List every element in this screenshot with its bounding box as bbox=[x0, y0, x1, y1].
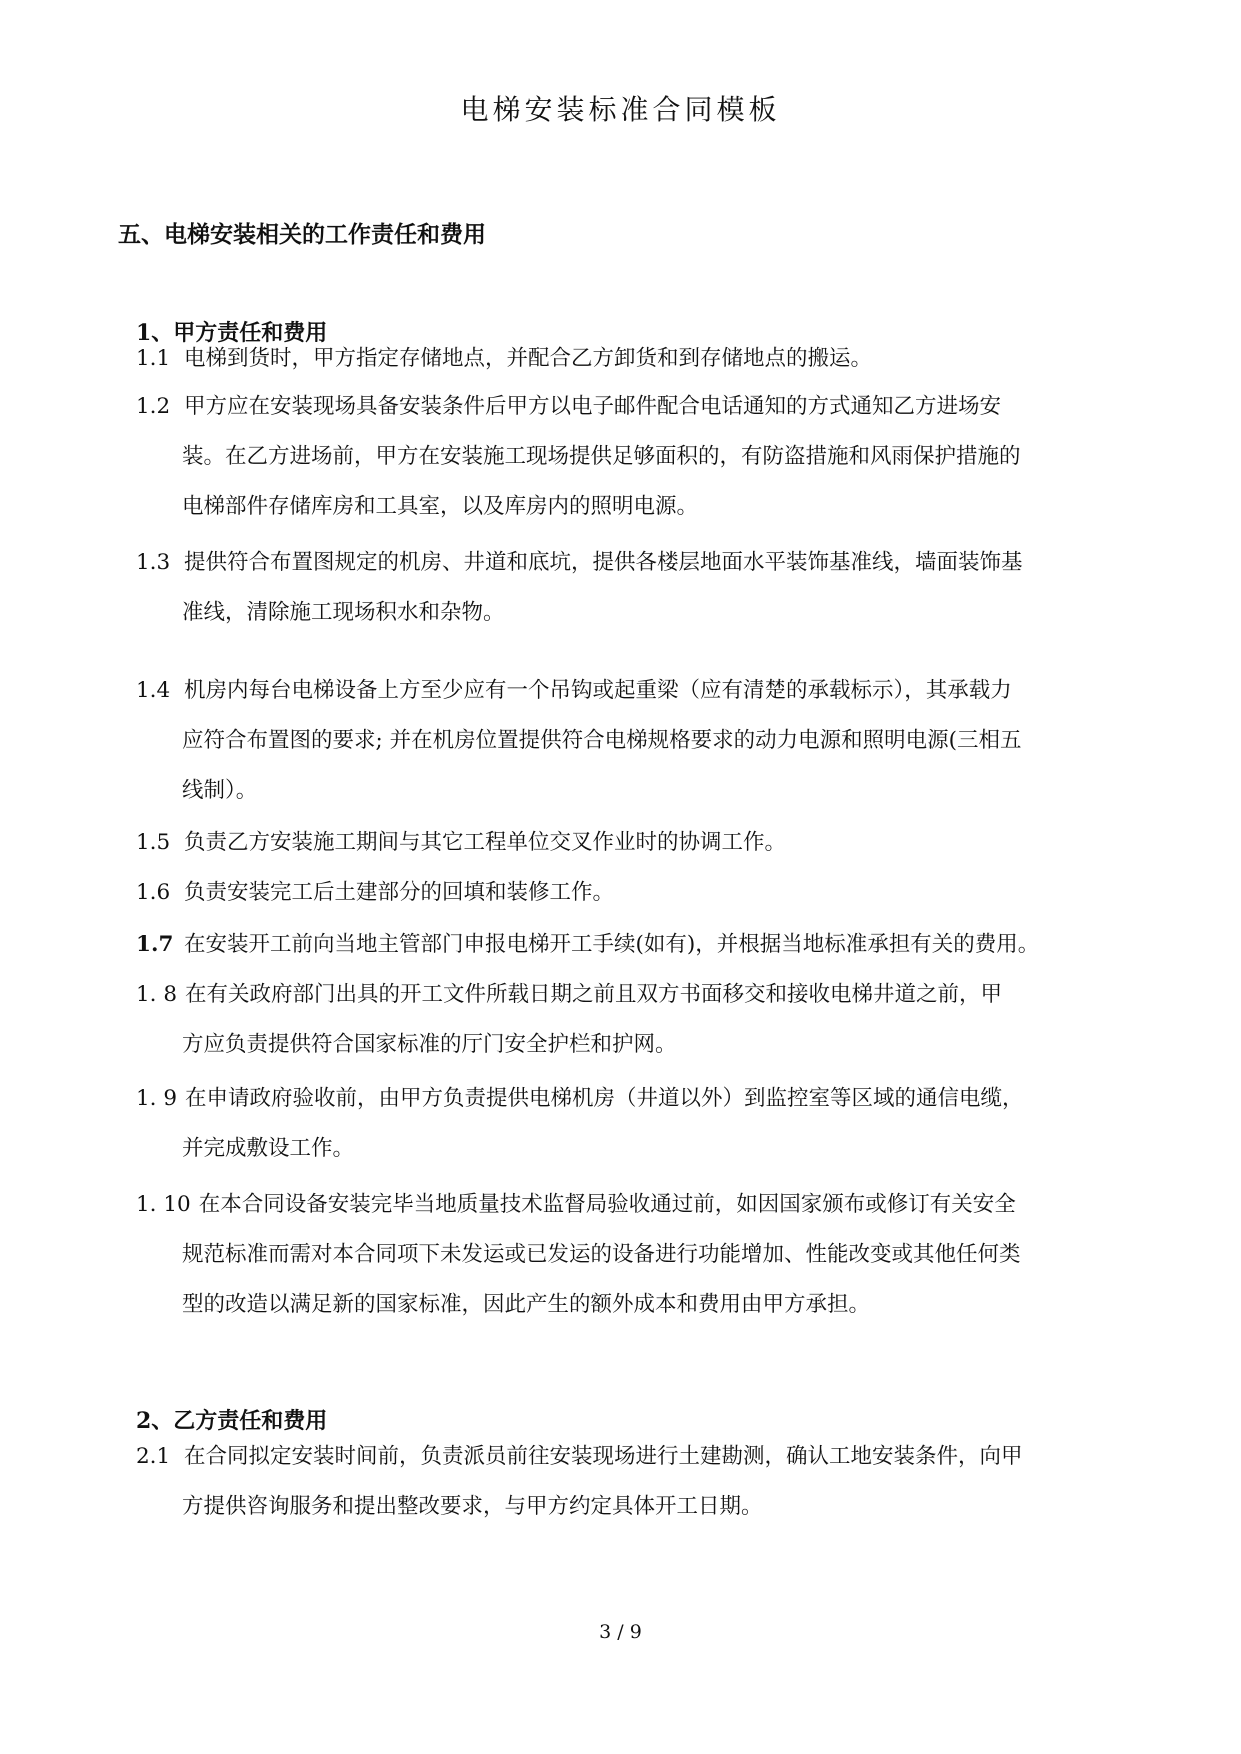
clause-text: 在申请政府验收前，由甲方负责提供电梯机房（井道以外）到监控室等区域的通信电缆， bbox=[185, 1086, 1024, 1111]
clause-1-5 bbox=[136, 818, 1136, 868]
clause-1-7 bbox=[136, 920, 1136, 970]
clause-1-2 bbox=[136, 382, 1136, 532]
clause-number: 1. 8 bbox=[136, 982, 178, 1007]
clause-line: 应符合布置图的要求; 并在机房位置提供符合电梯规格要求的动力电源和照明电源(三相五 bbox=[182, 728, 1022, 753]
clause-text: 提供符合布置图规定的机房、井道和底坑，提供各楼层地面水平装饰基准线，墙面装饰基 bbox=[184, 550, 1023, 575]
clause-line bbox=[136, 970, 1136, 1020]
clause-number: 1.4 bbox=[136, 678, 171, 703]
clause-line bbox=[136, 1432, 1136, 1482]
clause-number: 1.2 bbox=[136, 394, 171, 419]
clause-1-8 bbox=[136, 970, 1136, 1070]
clause-number: 1.1 bbox=[136, 346, 171, 371]
clause-line: 规范标准而需对本合同项下未发运或已发运的设备进行功能增加、性能改变或其他任何类 bbox=[182, 1242, 1021, 1267]
clause-line bbox=[136, 382, 1136, 432]
clause-text: 在合同拟定安装时间前，负责派员前往安装现场进行土建勘测，确认工地安装条件，向甲 bbox=[184, 1444, 1023, 1469]
clause-1-6 bbox=[136, 868, 1136, 918]
section-heading: 五、电梯安装相关的工作责任和费用 bbox=[118, 221, 486, 248]
clause-1-4 bbox=[136, 666, 1136, 816]
party-a-heading: 1、甲方责任和费用 bbox=[136, 320, 328, 346]
clause-text: 负责安装完工后土建部分的回填和装修工作。 bbox=[184, 880, 615, 905]
clause-number: 2.1 bbox=[136, 1444, 171, 1469]
clause-line bbox=[136, 868, 1136, 918]
clause-1-1 bbox=[136, 334, 1136, 384]
clause-line: 型的改造以满足新的国家标准，因此产生的额外成本和费用由甲方承担。 bbox=[182, 1292, 871, 1317]
clause-text: 电梯到货时，甲方指定存储地点，并配合乙方卸货和到存储地点的搬运。 bbox=[184, 346, 873, 371]
clause-line bbox=[136, 818, 1136, 868]
clause-text: 机房内每台电梯设备上方至少应有一个吊钩或起重梁（应有清楚的承载标示），其承载力 bbox=[184, 678, 1012, 703]
clause-line: 方提供咨询服务和提出整改要求，与甲方约定具体开工日期。 bbox=[182, 1494, 763, 1519]
clause-line: 线制）。 bbox=[182, 778, 258, 803]
clause-line bbox=[136, 334, 1136, 384]
clause-text: 甲方应在安装现场具备安装条件后甲方以电子邮件配合电话通知的方式通知乙方进场安 bbox=[184, 394, 1002, 419]
clause-line: 方应负责提供符合国家标准的厅门安全护栏和护网。 bbox=[182, 1032, 677, 1057]
page-number: 3 / 9 bbox=[599, 1621, 642, 1643]
clause-1-9 bbox=[136, 1074, 1136, 1174]
party-b-heading: 2、乙方责任和费用 bbox=[136, 1408, 328, 1434]
clause-text: 负责乙方安装施工期间与其它工程单位交叉作业时的协调工作。 bbox=[184, 830, 787, 855]
clause-line: 装。在乙方进场前，甲方在安装施工现场提供足够面积的，有防盗措施和风雨保护措施的 bbox=[182, 444, 1021, 469]
clause-line bbox=[136, 1074, 1136, 1124]
document-title: 电梯安装标准合同模板 bbox=[460, 93, 781, 126]
clause-text: 在有关政府部门出具的开工文件所载日期之前且双方书面移交和接收电梯井道之前，甲 bbox=[185, 982, 1003, 1007]
clause-number: 1.7 bbox=[136, 932, 174, 957]
clause-text: 在安装开工前向当地主管部门申报电梯开工手续(如有)，并根据当地标准承担有关的费用。 bbox=[184, 932, 1040, 957]
clause-1-10 bbox=[136, 1180, 1136, 1330]
clause-number: 1. 9 bbox=[136, 1086, 178, 1111]
clause-line: 准线，清除施工现场积水和杂物。 bbox=[182, 600, 505, 625]
clause-number: 1.5 bbox=[136, 830, 171, 855]
clause-line: 电梯部件存储库房和工具室，以及库房内的照明电源。 bbox=[182, 494, 699, 519]
clause-line bbox=[136, 538, 1136, 588]
clause-line bbox=[136, 666, 1136, 716]
clause-line bbox=[136, 920, 1136, 970]
clause-number: 1. 10 bbox=[136, 1192, 191, 1217]
clause-2-1 bbox=[136, 1432, 1136, 1532]
clause-1-3 bbox=[136, 538, 1136, 638]
clause-number: 1.3 bbox=[136, 550, 171, 575]
clause-text: 在本合同设备安装完毕当地质量技术监督局验收通过前，如因国家颁布或修订有关安全 bbox=[198, 1192, 1016, 1217]
clause-number: 1.6 bbox=[136, 880, 171, 905]
clause-line: 并完成敷设工作。 bbox=[182, 1136, 355, 1161]
clause-line bbox=[136, 1180, 1136, 1230]
